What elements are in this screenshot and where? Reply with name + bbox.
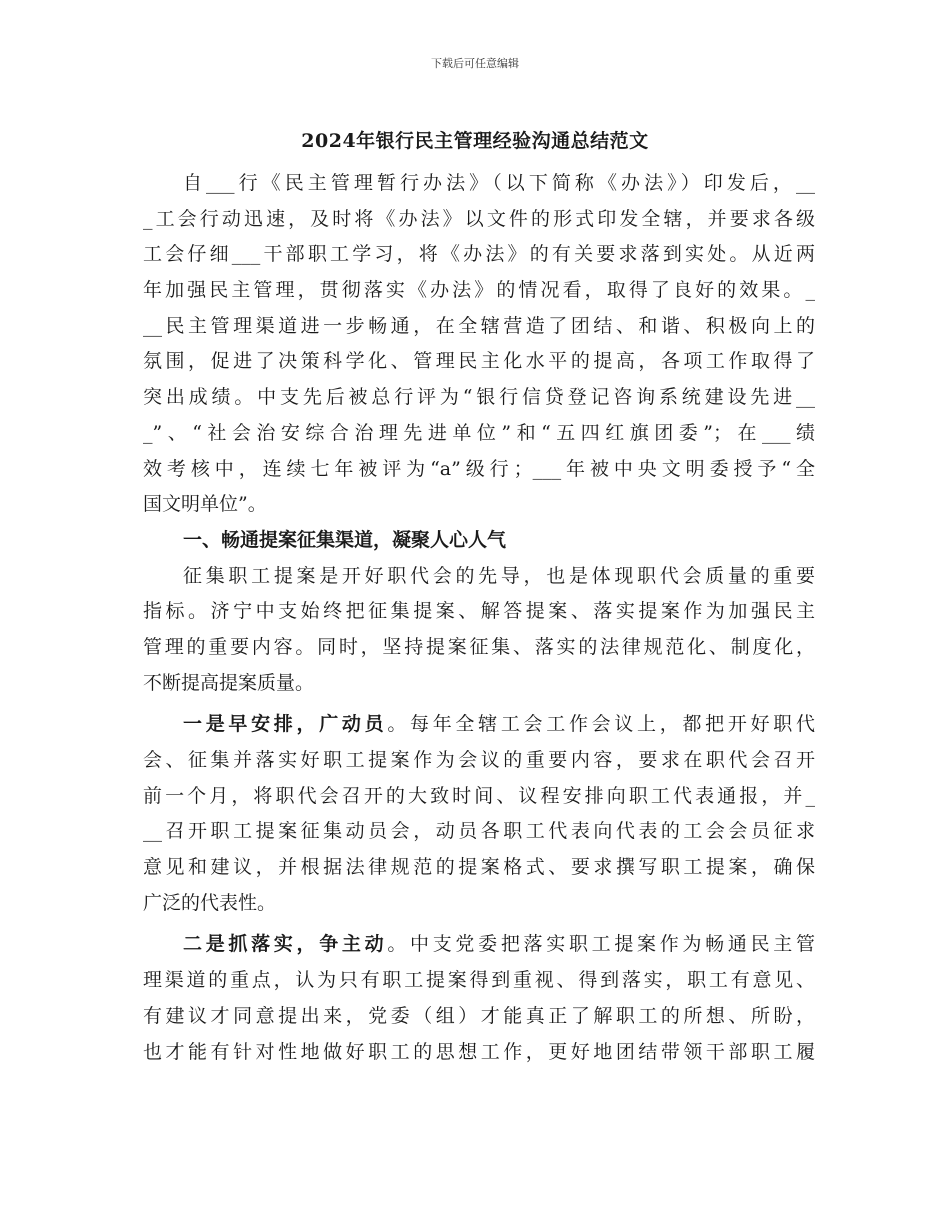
- section1-paragraph: [143, 559, 815, 702]
- text-line: _”、“社会治安综合治理先进单位”和“五四红旗团委”；在___绩: [143, 421, 815, 444]
- text-line: [143, 927, 815, 963]
- page-header-note: 下载后可任意编辑: [431, 57, 519, 70]
- text-line: 氛围，促进了决策科学化、管理民主化水平的提高，各项工作取得了: [143, 350, 815, 373]
- point2-paragraph: [143, 927, 815, 1070]
- text-line: 工会仔细___干部职工学习，将《办法》的有关要求落到实处。从近两: [143, 243, 815, 266]
- text-line: 效考核中，连续七年被评为“a”级行；___年被中央文明委授予“全: [143, 457, 815, 480]
- point-text: 。中支党委把落实职工提案作为畅通民主管: [387, 933, 815, 956]
- text-line: 管理的重要内容。同时，坚持提案征集、落实的法律规范化、制度化，: [143, 635, 815, 658]
- text-line: __民主管理渠道进一步畅通，在全辖营造了团结、和谐、积极向上的: [143, 314, 815, 337]
- intro-paragraph: [143, 166, 815, 523]
- document-title: 2024年银行民主管理经验沟通总结范文: [301, 130, 649, 152]
- text-line: 年加强民主管理，贯彻落实《办法》的情况看，取得了良好的效果。_: [143, 279, 815, 302]
- text-line: 意见和建议，并根据法律规范的提案格式、要求撰写职工提案，确保: [143, 856, 815, 879]
- text-line: _工会行动迅速，及时将《办法》以文件的形式印发全辖，并要求各级: [143, 207, 815, 230]
- text-line: 国文明单位”。: [143, 493, 267, 516]
- point-text: 。每年全辖工会工作会议上，都把开好职代: [387, 713, 815, 736]
- text-line: __召开职工提案征集动员会，动员各职工代表向代表的工会会员征求: [143, 820, 815, 843]
- text-line: 广泛的代表性。: [143, 891, 277, 914]
- text-line: 会、征集并落实好职工提案作为会议的重要内容，要求在职代会召开: [143, 749, 815, 771]
- text-line: [143, 707, 815, 743]
- text-line: 征集职工提案是开好职代会的先导，也是体现职代会质量的重要: [183, 564, 815, 587]
- point-lead: 一是早安排，广动员: [183, 713, 388, 736]
- section-heading: 一、畅通提案征集渠道，凝聚人心人气: [183, 528, 507, 551]
- text-line: 前一个月，将职代会召开的大致时间、议程安排向职工代表通报，并_: [143, 784, 815, 807]
- text-line: 指标。济宁中支始终把征集提案、解答提案、落实提案作为加强民主: [143, 600, 815, 623]
- point1-paragraph: [143, 707, 815, 921]
- point-lead: 二是抓落实，争主动: [183, 933, 388, 956]
- text-line: 不断提高提案质量。: [143, 671, 315, 694]
- text-line: 突出成绩。中支先后被总行评为“银行信贷登记咨询系统建设先进__: [143, 386, 815, 409]
- text-line: 自___行《民主管理暂行办法》（以下简称《办法》）印发后，__: [183, 172, 815, 194]
- document-body: [143, 166, 815, 1070]
- text-line: 理渠道的重点，认为只有职工提案得到重视、得到落实，职工有意见、: [143, 969, 815, 992]
- text-line: 也才能有针对性地做好职工的思想工作，更好地团结带领干部职工履: [143, 1040, 815, 1063]
- text-line: 有建议才同意提出来，党委（组）才能真正了解职工的所想、所盼，: [143, 1004, 815, 1027]
